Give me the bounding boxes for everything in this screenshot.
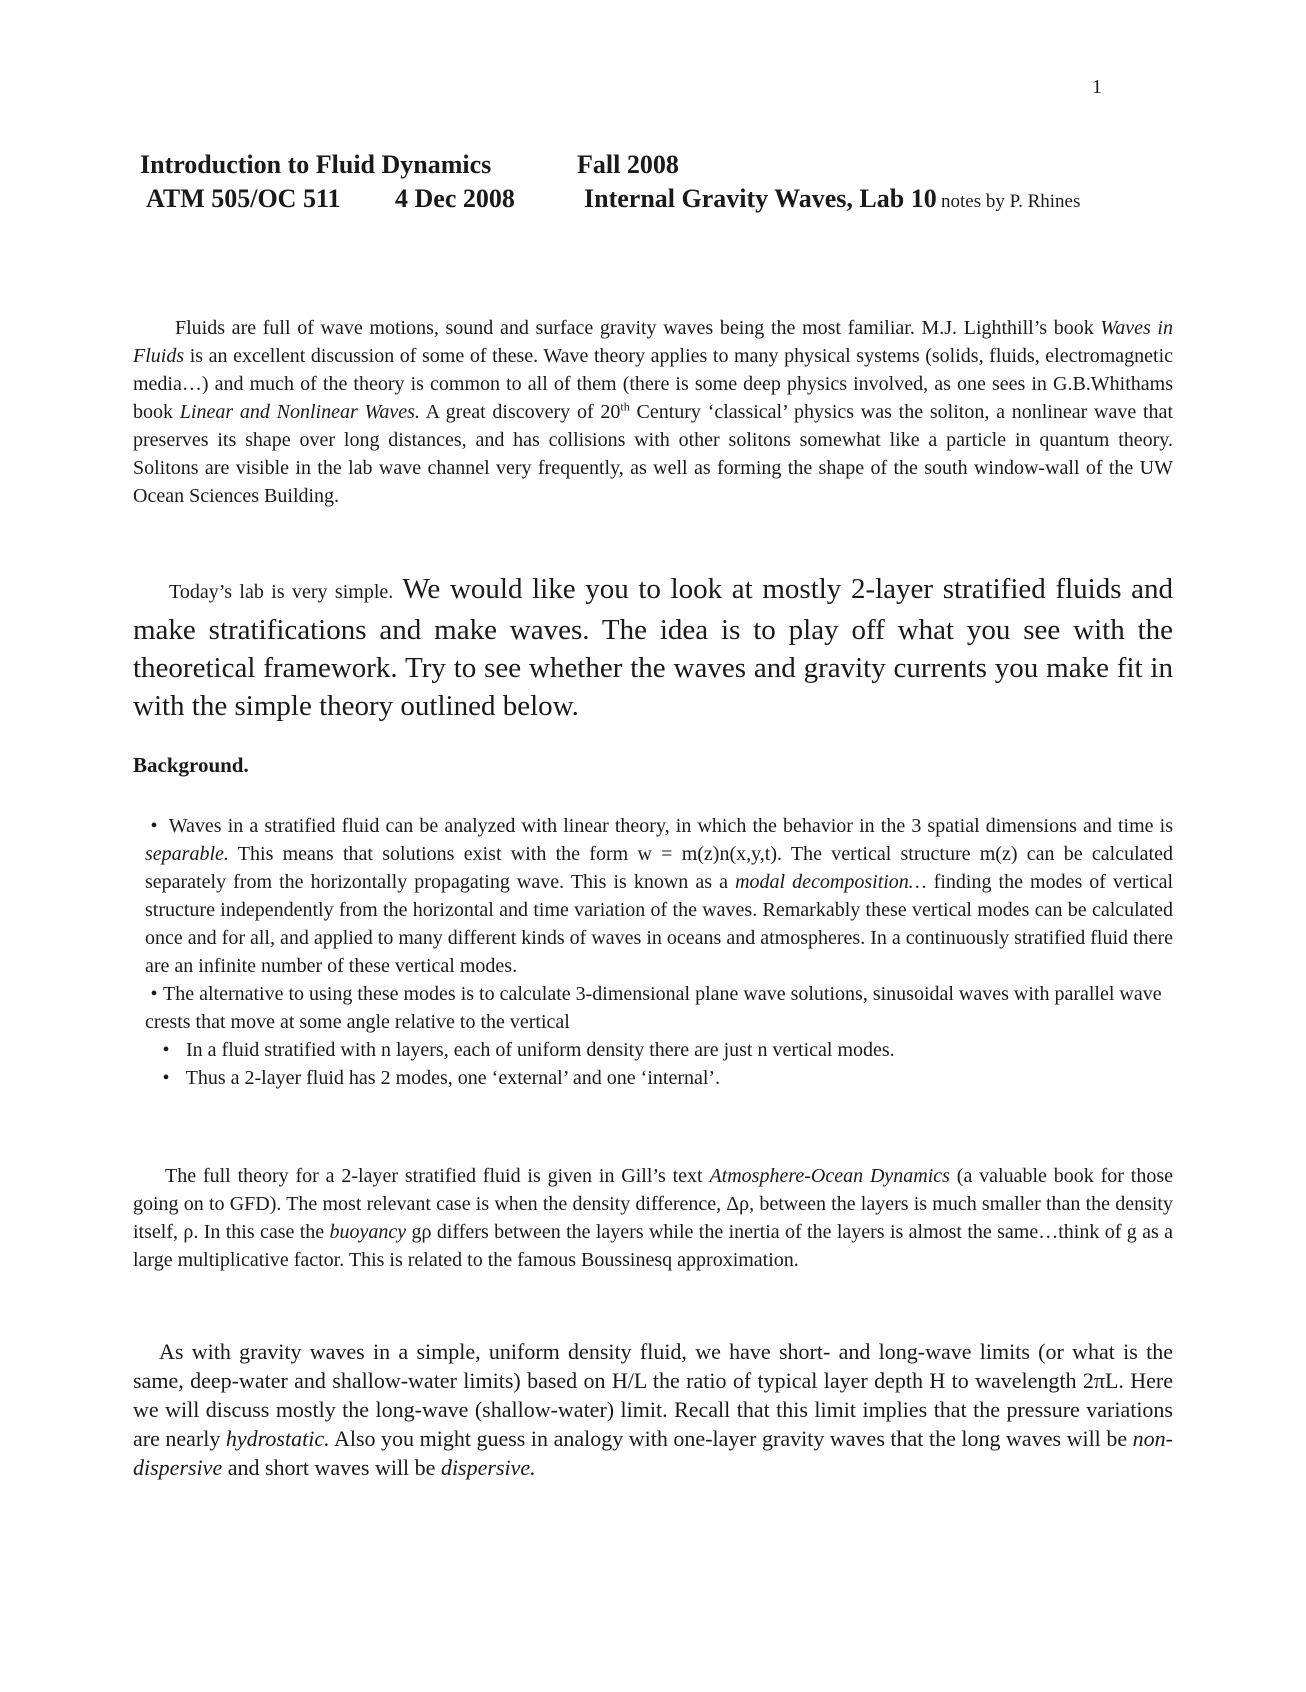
term-non-dispersive: non-dispersive [133,1426,1173,1480]
gill-text-a: The full theory for a 2-layer stratified fluid is given in Gill’s text [165,1165,710,1187]
lab-paragraph [133,570,1173,725]
lab-body: We would like you to look at mostly 2-layer stratified fluids and make stratifications and make waves. The idea is to play off what you see with the theoretical framework. Try to see whether the waves and gravity currents you make fit in with the simple theory outlined below. [133,573,1173,722]
bullet-2-text: The alternative to using these modes is to calculate 3-dimensional plane wave solutions, sinusoidal waves with parallel wave crests that move at some angle relative to the vertical [145,983,1162,1033]
gill-text-c: gρ differs between the layers while the inertia of the layers is almost the same…think of g as a large multiplicative factor. This is related to the famous Boussinesq approximation. [133,1221,1173,1271]
background-list [133,812,1173,1092]
header-date: 4 Dec 2008 [395,184,515,213]
intro-text-3: A great discovery of 20 [419,401,621,423]
term-hydrostatic: hydrostatic. [225,1426,330,1451]
term-separable: separable. [145,843,229,865]
term-buoyancy: buoyancy [329,1221,407,1243]
term: Fall 2008 [577,150,679,179]
course-title: Introduction to Fluid Dynamics [140,150,492,179]
intro-text-4: Century ‘classical’ physics was the soliton, a nonlinear wave that preserves its shape over long distances, and has collisions with other solitons somewhat like a particle in quantum theory. Solitons are visible in the lab wave channel very frequently, as well as forming the shape of the south window-wall of the UW Ocean Sciences Building. [133,401,1173,507]
bullet-4-text: Thus a 2-layer fluid has 2 modes, one ‘external’ and one ‘internal’. [185,1067,721,1089]
bullet-1-text-a: Waves in a stratified fluid can be analyzed with linear theory, in which the behavior in the 3 spatial dimensions and time is [168,815,1174,837]
bullet-1-text-c: finding the modes of vertical structure independently from the horizontal and time variation of the waves. Remarkably these vertical modes can be calculated once and for all, and applied to many different kinds of waves in oceans and atmospheres. In a continuously stratified fluid there are an infinite number of these vertical modes. [145,871,1174,977]
bullet-icon: • [162,1039,170,1061]
list-item [133,1064,1173,1092]
gill-text-b: (a valuable book for those going on to GFD). The most relevant case is when the density difference, Δρ, between the layers is much smaller than the density itself, ρ. In this case the [133,1165,1173,1243]
list-item [133,1036,1173,1064]
intro-text-2: is an excellent discussion of some of these. Wave theory applies to many physical systems (solids, fluids, electromagnetic media…) and much of the theory is common to all of them (there is some deep physics involved, as one sees in G.B.Whithams book [133,345,1173,423]
limits-text-a: As with gravity waves in a simple, uniform density fluid, we have short- and long-wave limits (or what is the same, deep-water and shallow-water limits) based on H/L the ratio of typical layer depth H to wavelength 2πL. Here we will discuss mostly the long-wave (shallow-water) limit. Recall that this limit implies that the pressure variations are nearly [133,1339,1173,1451]
bullet-1-text-b: This means that solutions exist with the form w = m(z)n(x,y,t). The vertical structure m(z) can be calculated separately from the horizontally propagating wave. This is known as a [145,843,1173,893]
superscript-th: th [620,399,630,414]
lab-title: Internal Gravity Waves, Lab 10 [584,184,937,213]
list-item [133,980,1173,1036]
book-title-linear-nonlinear-waves: Linear and Nonlinear Waves. [179,401,420,423]
limits-text-b: Also you might guess in analogy with one-layer gravity waves that the long waves will be [329,1426,1133,1451]
term-modal-decomposition: modal decomposition… [735,871,927,893]
lab-lead: Today’s lab is very simple. [169,581,394,603]
limits-text-c: and short waves will be [222,1455,441,1480]
intro-paragraph [133,314,1173,510]
list-item [133,812,1173,980]
limits-paragraph [133,1337,1173,1482]
gill-paragraph [133,1162,1173,1274]
book-title-waves-in-fluids: Waves in Fluids [133,317,1173,367]
page-number: 1 [1092,76,1102,98]
book-title-atmosphere-ocean-dynamics: Atmosphere-Ocean Dynamics [709,1165,950,1187]
bullet-icon: • [150,815,158,837]
bullet-icon: • [162,1067,170,1089]
background-heading: Background. [133,753,249,777]
intro-text-1: Fluids are full of wave motions, sound and surface gravity waves being the most familiar. M.J. Lighthill’s book [175,317,1101,339]
bullet-3-text: In a fluid stratified with n layers, each of uniform density there are just n vertical modes. [186,1039,895,1061]
notes-author: notes by P. Rhines [941,191,1081,212]
course-codes: ATM 505/OC 511 [146,184,341,213]
bullet-icon: • [150,983,158,1005]
term-dispersive: dispersive. [440,1455,536,1480]
